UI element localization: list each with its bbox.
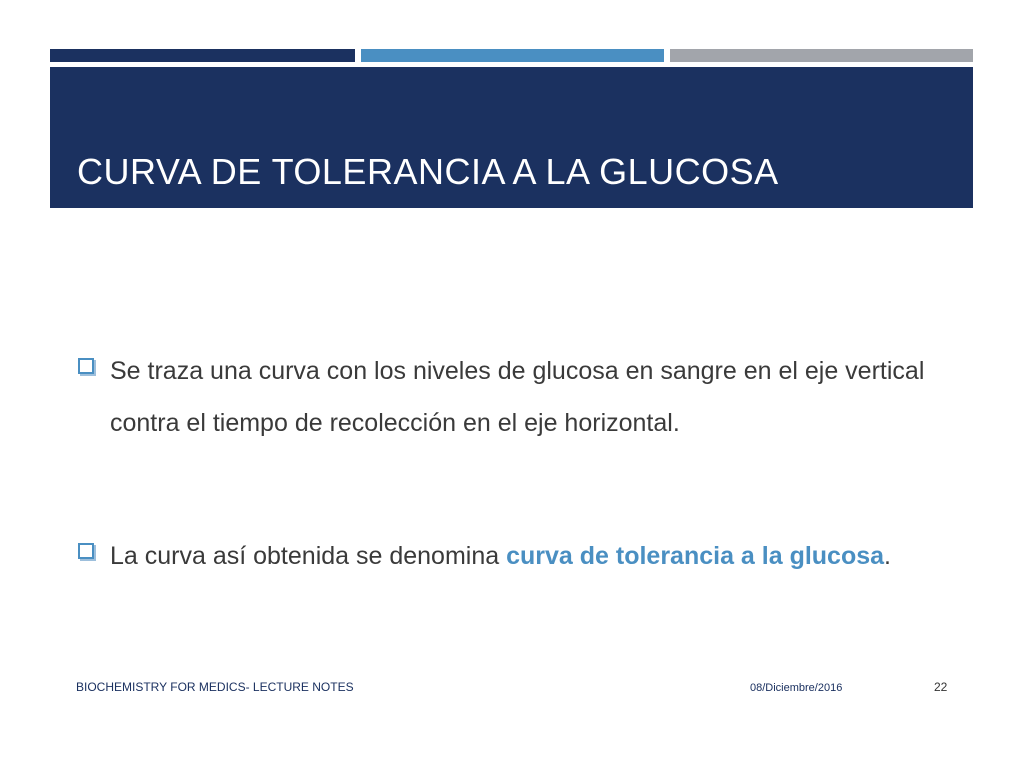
highlighted-term: curva de tolerancia a la glucosa bbox=[506, 542, 885, 570]
slide-title: CURVA DE TOLERANCIA A LA GLUCOSA bbox=[77, 151, 779, 192]
bullet-text-before: La curva así obtenida se denomina bbox=[110, 542, 507, 570]
slide-content bbox=[76, 345, 956, 582]
header-stripe-blue bbox=[361, 49, 664, 62]
bullet-text-after: . bbox=[884, 542, 891, 570]
footer-course-title: BIOCHEMISTRY FOR MEDICS- LECTURE NOTES bbox=[76, 680, 354, 694]
header-stripe-gray bbox=[670, 49, 973, 62]
header-stripe-dark bbox=[50, 49, 355, 62]
footer-date: 08/Diciembre/2016 bbox=[750, 682, 843, 694]
bullet-item bbox=[76, 530, 956, 582]
page-number: 22 bbox=[934, 680, 948, 694]
square-checkbox-icon bbox=[78, 543, 94, 559]
bullet-text: Se traza una curva con los niveles de glucosa en sangre en el eje vertical contra el tiempo de recolección en el eje horizontal. bbox=[110, 357, 925, 437]
title-band bbox=[50, 67, 973, 208]
square-checkbox-icon bbox=[78, 358, 94, 374]
bullet-item bbox=[76, 345, 956, 449]
